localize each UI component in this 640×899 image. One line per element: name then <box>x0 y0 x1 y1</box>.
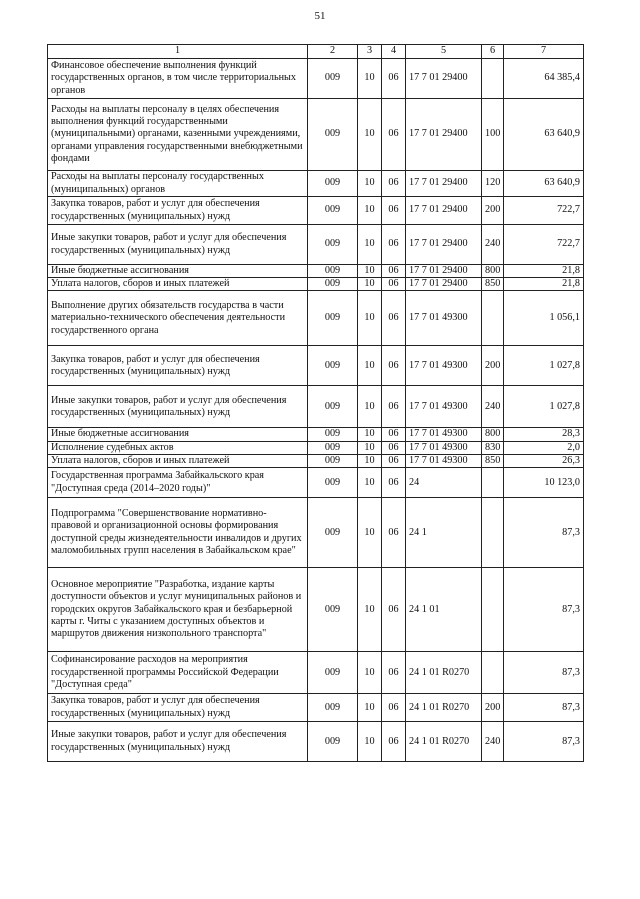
row-name-cell: Иные закупки товаров, работ и услуг для обеспечения государственных (муниципальных) нужд <box>48 225 308 265</box>
row-cell-c2: 009 <box>308 468 358 498</box>
row-cell-c5: 17 7 01 29400 <box>406 278 482 291</box>
row-cell-c5: 24 1 01 R0270 <box>406 722 482 762</box>
row-cell-c2: 009 <box>308 568 358 652</box>
row-cell-c2: 009 <box>308 441 358 454</box>
table-row <box>48 265 584 278</box>
row-cell-c4: 06 <box>382 498 406 568</box>
row-cell-c5: 17 7 01 29400 <box>406 265 482 278</box>
row-name-cell: Софинансирование расходов на мероприятия государственной программы Российской Федерации "Доступная среда" <box>48 652 308 694</box>
row-cell-c6: 830 <box>482 441 504 454</box>
table-row <box>48 468 584 498</box>
row-cell-c6 <box>482 498 504 568</box>
row-cell-c7: 87,3 <box>504 498 584 568</box>
row-name-cell: Выполнение других обязательств государства в части материально-технического обеспечения деятельности государственного органа <box>48 291 308 346</box>
row-cell-c5: 17 7 01 49300 <box>406 291 482 346</box>
row-cell-c2: 009 <box>308 722 358 762</box>
table-row <box>48 722 584 762</box>
table-row <box>48 59 584 99</box>
row-cell-c6: 800 <box>482 428 504 441</box>
row-cell-c6: 120 <box>482 171 504 197</box>
row-cell-c6: 200 <box>482 197 504 225</box>
row-cell-c4: 06 <box>382 225 406 265</box>
row-cell-c6: 200 <box>482 694 504 722</box>
row-cell-c3: 10 <box>358 652 382 694</box>
row-name-cell: Финансовое обеспечение выполнения функций государственных органов, в том числе территориальных органов <box>48 59 308 99</box>
row-cell-c6: 850 <box>482 278 504 291</box>
row-cell-c2: 009 <box>308 59 358 99</box>
row-cell-c2: 009 <box>308 498 358 568</box>
row-cell-c3: 10 <box>358 454 382 467</box>
row-cell-c7: 87,3 <box>504 652 584 694</box>
row-cell-c7: 63 640,9 <box>504 171 584 197</box>
row-cell-c4: 06 <box>382 59 406 99</box>
row-cell-c5: 17 7 01 29400 <box>406 59 482 99</box>
table-row <box>48 386 584 428</box>
row-cell-c2: 009 <box>308 278 358 291</box>
row-cell-c4: 06 <box>382 346 406 386</box>
row-cell-c4: 06 <box>382 291 406 346</box>
row-cell-c4: 06 <box>382 278 406 291</box>
row-cell-c2: 009 <box>308 386 358 428</box>
row-cell-c2: 009 <box>308 99 358 171</box>
header-cell: 4 <box>382 45 406 59</box>
row-cell-c5: 24 1 01 <box>406 568 482 652</box>
row-name-cell: Основное мероприятие "Разработка, издание карты доступности объектов и услуг муниципальных районов и городских округов Забайкальского края и безбарьерной карты г. Читы с указанием доступных объектов и маршрутов движения низкопольного транспорта" <box>48 568 308 652</box>
row-name-cell: Расходы на выплаты персоналу государственных (муниципальных) органов <box>48 171 308 197</box>
page-number: 51 <box>314 10 326 22</box>
row-cell-c6: 240 <box>482 386 504 428</box>
row-name-cell: Закупка товаров, работ и услуг для обеспечения государственных (муниципальных) нужд <box>48 346 308 386</box>
row-cell-c2: 009 <box>308 454 358 467</box>
row-cell-c5: 24 1 <box>406 498 482 568</box>
row-cell-c7: 21,8 <box>504 278 584 291</box>
table-row <box>48 171 584 197</box>
row-cell-c7: 63 640,9 <box>504 99 584 171</box>
table-row <box>48 197 584 225</box>
row-cell-c5: 24 1 01 R0270 <box>406 694 482 722</box>
row-cell-c3: 10 <box>358 265 382 278</box>
row-cell-c6: 100 <box>482 99 504 171</box>
row-name-cell: Иные бюджетные ассигнования <box>48 428 308 441</box>
row-name-cell: Подпрограмма "Совершенствование нормативно-правовой и организационной основы формирования доступной среды жизнедеятельности инвалидов и других маломобильных групп населения в Забайкальском крае" <box>48 498 308 568</box>
row-cell-c2: 009 <box>308 225 358 265</box>
table-row <box>48 694 584 722</box>
row-name-cell: Иные бюджетные ассигнования <box>48 265 308 278</box>
row-cell-c5: 17 7 01 29400 <box>406 197 482 225</box>
table-row <box>48 568 584 652</box>
row-cell-c4: 06 <box>382 694 406 722</box>
row-cell-c7: 1 027,8 <box>504 386 584 428</box>
row-name-cell: Закупка товаров, работ и услуг для обеспечения государственных (муниципальных) нужд <box>48 694 308 722</box>
table-row <box>48 498 584 568</box>
row-cell-c6: 800 <box>482 265 504 278</box>
row-cell-c2: 009 <box>308 652 358 694</box>
row-cell-c4: 06 <box>382 171 406 197</box>
row-cell-c6 <box>482 59 504 99</box>
row-cell-c7: 28,3 <box>504 428 584 441</box>
row-cell-c7: 10 123,0 <box>504 468 584 498</box>
row-cell-c6 <box>482 468 504 498</box>
row-cell-c5: 17 7 01 49300 <box>406 346 482 386</box>
row-cell-c6: 240 <box>482 225 504 265</box>
row-cell-c2: 009 <box>308 265 358 278</box>
row-cell-c5: 24 <box>406 468 482 498</box>
row-cell-c2: 009 <box>308 428 358 441</box>
row-name-cell: Закупка товаров, работ и услуг для обеспечения государственных (муниципальных) нужд <box>48 197 308 225</box>
row-cell-c2: 009 <box>308 291 358 346</box>
row-cell-c3: 10 <box>358 428 382 441</box>
row-cell-c7: 1 027,8 <box>504 346 584 386</box>
row-cell-c3: 10 <box>358 171 382 197</box>
row-cell-c3: 10 <box>358 441 382 454</box>
header-cell: 7 <box>504 45 584 59</box>
row-cell-c7: 2,0 <box>504 441 584 454</box>
row-cell-c4: 06 <box>382 441 406 454</box>
row-cell-c2: 009 <box>308 346 358 386</box>
row-cell-c4: 06 <box>382 454 406 467</box>
row-cell-c7: 1 056,1 <box>504 291 584 346</box>
table-row <box>48 278 584 291</box>
row-name-cell: Исполнение судебных актов <box>48 441 308 454</box>
table-row <box>48 454 584 467</box>
row-cell-c5: 17 7 01 49300 <box>406 386 482 428</box>
row-cell-c4: 06 <box>382 265 406 278</box>
table-row <box>48 99 584 171</box>
row-cell-c4: 06 <box>382 652 406 694</box>
row-cell-c3: 10 <box>358 291 382 346</box>
table-row <box>48 291 584 346</box>
row-cell-c4: 06 <box>382 197 406 225</box>
row-name-cell: Иные закупки товаров, работ и услуг для обеспечения государственных (муниципальных) нужд <box>48 386 308 428</box>
row-cell-c3: 10 <box>358 386 382 428</box>
header-cell: 2 <box>308 45 358 59</box>
row-name-cell: Государственная программа Забайкальского края "Доступная среда (2014–2020 годы)" <box>48 468 308 498</box>
row-cell-c7: 64 385,4 <box>504 59 584 99</box>
header-cell: 3 <box>358 45 382 59</box>
row-cell-c6: 200 <box>482 346 504 386</box>
row-cell-c2: 009 <box>308 197 358 225</box>
row-cell-c7: 21,8 <box>504 265 584 278</box>
row-cell-c3: 10 <box>358 197 382 225</box>
row-cell-c3: 10 <box>358 568 382 652</box>
row-cell-c6: 850 <box>482 454 504 467</box>
header-cell: 6 <box>482 45 504 59</box>
row-cell-c4: 06 <box>382 386 406 428</box>
row-cell-c3: 10 <box>358 498 382 568</box>
table-header-row <box>48 45 584 59</box>
row-cell-c2: 009 <box>308 171 358 197</box>
row-cell-c3: 10 <box>358 99 382 171</box>
header-cell: 1 <box>48 45 308 59</box>
row-cell-c5: 24 1 01 R0270 <box>406 652 482 694</box>
row-cell-c3: 10 <box>358 694 382 722</box>
table-row <box>48 428 584 441</box>
row-cell-c7: 722,7 <box>504 225 584 265</box>
row-cell-c3: 10 <box>358 278 382 291</box>
row-cell-c3: 10 <box>358 722 382 762</box>
budget-table <box>47 44 584 762</box>
row-cell-c3: 10 <box>358 59 382 99</box>
table-row <box>48 652 584 694</box>
row-cell-c7: 87,3 <box>504 568 584 652</box>
row-cell-c4: 06 <box>382 428 406 441</box>
row-cell-c4: 06 <box>382 722 406 762</box>
row-name-cell: Иные закупки товаров, работ и услуг для обеспечения государственных (муниципальных) нужд <box>48 722 308 762</box>
table-row <box>48 346 584 386</box>
row-cell-c3: 10 <box>358 225 382 265</box>
row-name-cell: Расходы на выплаты персоналу в целях обеспечения выполнения функций государственными (муниципальными) органами, казенными учреждениями, органами управления государственными внебюджетными фондами <box>48 99 308 171</box>
row-cell-c4: 06 <box>382 468 406 498</box>
row-name-cell: Уплата налогов, сборов и иных платежей <box>48 454 308 467</box>
row-cell-c4: 06 <box>382 568 406 652</box>
row-cell-c3: 10 <box>358 346 382 386</box>
row-cell-c3: 10 <box>358 468 382 498</box>
row-cell-c7: 87,3 <box>504 722 584 762</box>
row-cell-c2: 009 <box>308 694 358 722</box>
row-cell-c5: 17 7 01 49300 <box>406 428 482 441</box>
row-cell-c6: 240 <box>482 722 504 762</box>
row-cell-c4: 06 <box>382 99 406 171</box>
row-cell-c7: 722,7 <box>504 197 584 225</box>
row-name-cell: Уплата налогов, сборов и иных платежей <box>48 278 308 291</box>
header-cell: 5 <box>406 45 482 59</box>
row-cell-c5: 17 7 01 29400 <box>406 171 482 197</box>
row-cell-c5: 17 7 01 29400 <box>406 99 482 171</box>
row-cell-c7: 26,3 <box>504 454 584 467</box>
row-cell-c6 <box>482 652 504 694</box>
row-cell-c6 <box>482 291 504 346</box>
row-cell-c6 <box>482 568 504 652</box>
row-cell-c5: 17 7 01 49300 <box>406 441 482 454</box>
table-row <box>48 225 584 265</box>
row-cell-c7: 87,3 <box>504 694 584 722</box>
row-cell-c5: 17 7 01 49300 <box>406 454 482 467</box>
row-cell-c5: 17 7 01 29400 <box>406 225 482 265</box>
table-row <box>48 441 584 454</box>
